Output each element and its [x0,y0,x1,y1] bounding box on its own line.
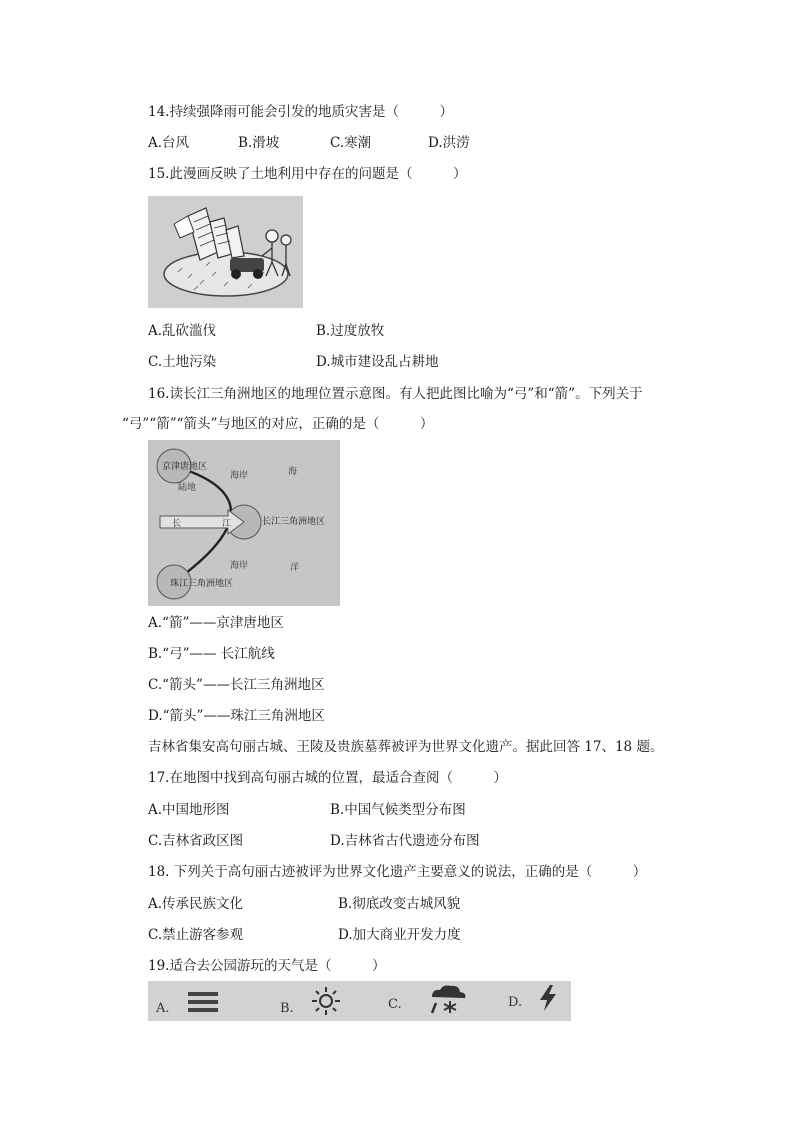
label-yangtze-delta: 长江三角洲地区 [262,517,326,527]
sleet-icon [426,983,470,1017]
label-land: 陆地 [178,483,197,493]
label-coast-top: 海岸 [230,471,249,481]
q17-option-a: A.中国地形图 [148,802,230,818]
sun-icon [310,985,342,1017]
q18-option-b: B.彻底改变古城风貌 [338,896,461,912]
q15-option-a: A.乱砍滥伐 [148,323,217,339]
q16-option-c: C.“箭头”——长江三角洲地区 [148,677,325,693]
q19-option-d-label: D. [508,995,523,1010]
q16-option-a: A.“箭”——京津唐地区 [148,615,284,631]
label-pearl-delta: 珠江三角洲地区 [170,579,234,589]
q14-option-a: A.台风 [148,135,190,151]
label-coast-bottom: 海岸 [230,561,249,571]
q14-option-b: B.滑坡 [238,135,280,151]
q14-stem: 14.持续强降雨可能会引发的地质灾害是（ ） [148,104,453,120]
q18-option-d: D.加大商业开发力度 [338,927,461,943]
q16-option-d: D.“箭头”——珠江三角洲地区 [148,708,325,724]
weather-options-strip [148,981,571,1021]
q16-stem-line2: “弓”“箭”“箭头”与地区的对应，正确的是（ ） [122,416,434,432]
label-sea: 海 [288,467,298,477]
label-jiang: 江 [222,519,232,529]
q17-option-c: C.吉林省政区图 [148,833,244,849]
q19-stem: 19.适合去公园游玩的天气是（ ） [148,958,386,974]
yangtze-delta-map [148,440,340,606]
q16-stem-line1: 16.读长江三角洲地区的地理位置示意图。有人把此图比喻为“弓”和“箭”。下列关于 [148,386,643,402]
lightning-icon [536,983,560,1013]
q17-option-d: D.吉林省古代遗迹分布图 [330,833,480,849]
intro-17-18: 吉林省集安高句丽古城、王陵及贵族墓葬被评为世界文化遗产。据此回答 17、18 题。 [148,739,664,755]
q15-option-c: C.土地污染 [148,354,217,370]
q17-option-b: B.中国气候类型分布图 [330,802,466,818]
q17-stem: 17.在地图中找到高句丽古城的位置，最适合查阅（ ） [148,770,507,786]
label-chang: 长 [172,519,182,529]
q15-stem: 15.此漫画反映了土地利用中存在的问题是（ ） [148,166,467,182]
q19-option-a-label: A. [156,1001,170,1016]
q18-option-a: A.传承民族文化 [148,896,244,912]
fog-icon [186,989,220,1015]
q19-option-c-label: C. [388,997,402,1012]
q15-option-d: D.城市建设乱占耕地 [316,354,439,370]
q14-option-d: D.洪涝 [428,135,470,151]
q18-option-c: C.禁止游客参观 [148,927,244,943]
q16-option-b: B.“弓”—— 长江航线 [148,646,275,662]
q19-option-b-label: B. [280,1001,294,1016]
cartoon-figure [148,196,303,308]
q18-stem: 18. 下列关于高句丽古迹被评为世界文化遗产主要意义的说法，正确的是（ ） [148,864,647,880]
label-ocean: 洋 [290,563,300,573]
q14-option-c: C.寒潮 [330,135,372,151]
label-jingjintang: 京津唐地区 [162,462,208,472]
q15-option-b: B.过度放牧 [316,323,385,339]
